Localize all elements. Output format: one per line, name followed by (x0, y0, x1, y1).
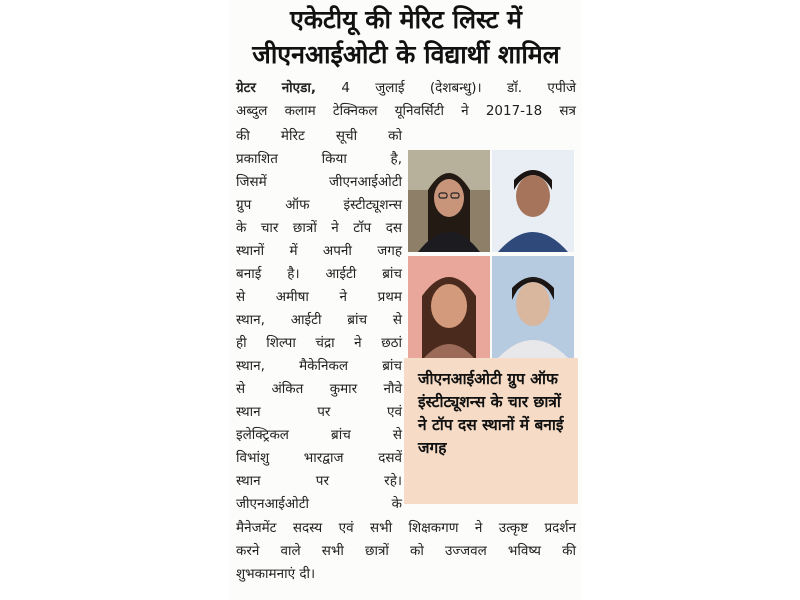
student-photo-1 (408, 150, 490, 252)
body-line-5: के चार छात्रों ने टॉप दस (236, 220, 402, 236)
body-line-7: बनाई है। आईटी ब्रांच (236, 266, 402, 282)
headline (230, 2, 582, 72)
body-line-12: से अंकित कुमार नौवे (236, 381, 402, 397)
closing-line-1: मैनेजमेंट सदस्य एवं सभी शिक्षकगण ने उत्कृष्ट प्रदर्शन (236, 520, 576, 536)
photo-caption: जीएनआईओटी ग्रुप ऑफ इंस्टीट्यूशन्स के चार छात्रों ने टॉप दस स्थानों में बनाई जगह (418, 370, 564, 457)
body-line-11: स्थान, मैकेनिकल ब्रांच (236, 358, 402, 374)
body-line-4: ग्रुप ऑफ इंस्टीट्यूशन्स (236, 197, 402, 213)
body-line-13: स्थान पर एवं (236, 404, 402, 420)
body-line-14: इलेक्ट्रिकल ब्रांच से (236, 427, 402, 443)
student-photos (404, 146, 578, 358)
closing-line-3: शुभकामनाएं दी। (236, 566, 316, 582)
body-line-3: जिसमें जीएनआईओटी (236, 174, 402, 190)
closing-line-2: करने वाले सभी छात्रों को उज्जवल भविष्य की (236, 543, 576, 559)
body-line-16: स्थान पर रहे। (236, 473, 402, 489)
body-line-10: ही शिल्पा चंद्रा ने छठां (236, 335, 402, 351)
student-photo-2 (492, 150, 574, 252)
body-line-9: स्थान, आईटी ब्रांच से (236, 312, 402, 328)
body-line-2: प्रकाशित किया है, (236, 151, 402, 167)
body-line-6: स्थानों में अपनी जगह (236, 243, 402, 259)
intro-line-2: अब्दुल कलाम टेक्निकल यूनिवर्सिटी ने 2017-18 सत्र (236, 103, 576, 119)
body-line-15: विभांशु भारद्वाज दसवें (236, 450, 402, 466)
headline-line-2: जीएनआईओटी के विद्यार्थी शामिल (252, 40, 560, 69)
dateline-place: ग्रेटर नोएडा, (236, 80, 316, 96)
dateline (236, 78, 576, 98)
photo-caption-box (404, 358, 578, 504)
student-photo-3 (408, 256, 490, 358)
intro-line-1: 4 जुलाई (देशबन्धु)। डॉ. एपीजे (316, 80, 576, 96)
student-photo-4 (492, 256, 574, 358)
body-line-1: की मेरिट सूची को (236, 128, 402, 144)
body-line-17: जीएनआईओटी के (236, 496, 402, 512)
body-line-8: से अमीषा ने प्रथम (236, 289, 402, 305)
headline-line-1: एकेटीयू की मेरिट लिस्ट में (289, 5, 523, 34)
